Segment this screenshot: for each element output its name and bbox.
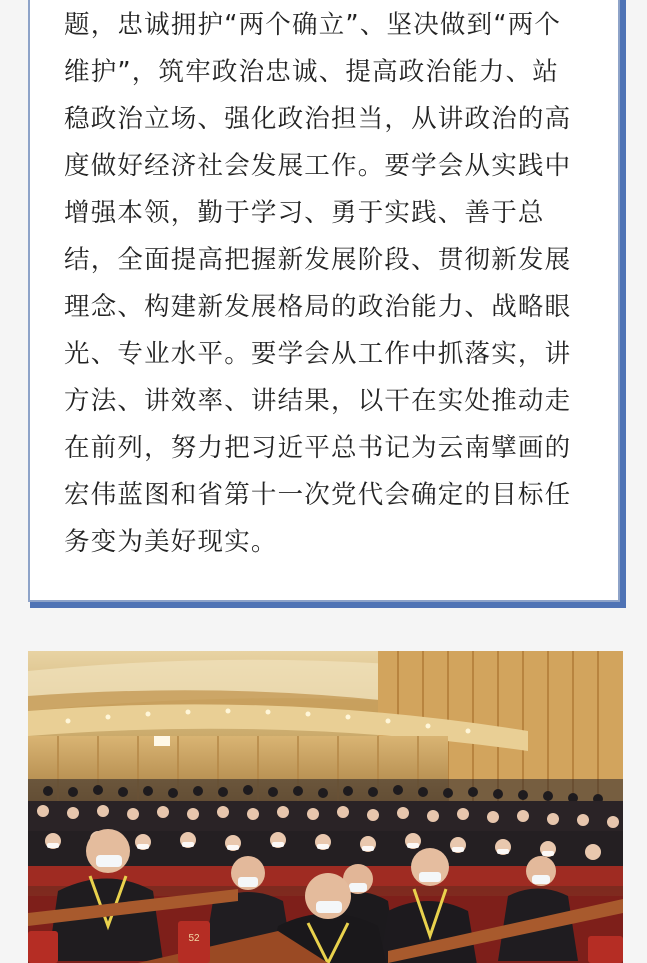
article-line: 光、专业水平。要学会从工作中抓落实，讲 — [64, 339, 572, 369]
article-line: 度做好经济社会发展工作。要学会从实践中 — [64, 151, 572, 181]
article-line: 在前列，努力把习近平总书记为云南擘画的 — [64, 433, 572, 463]
article-line: 题，忠诚拥护“两个确立”、坚决做到“两个 — [64, 10, 562, 40]
article-line: 宏伟蓝图和省第十一次党代会确定的目标任 — [64, 480, 572, 510]
article-line: 务变为美好现实。 — [64, 527, 278, 557]
article-line: 理念、构建新发展格局的政治能力、战略眼 — [64, 292, 572, 322]
seat-number-label: 52 — [188, 933, 200, 944]
article-text-card — [28, 0, 620, 602]
article-paragraph — [64, 2, 588, 566]
article-line: 增强本领，勤于学习、勇于实践、善于总 — [64, 198, 545, 228]
meeting-hall-illustration — [28, 651, 623, 963]
article-line: 维护”，筑牢政治忠诚、提高政治能力、站 — [64, 57, 560, 87]
article-line: 结，全面提高把握新发展阶段、贯彻新发展 — [64, 245, 572, 275]
article-line: 稳政治立场、强化政治担当，从讲政治的高 — [64, 104, 572, 134]
card-shadow-bottom — [30, 602, 626, 608]
article-line: 方法、讲效率、讲结果，以干在实处推动走 — [64, 386, 572, 416]
card-shadow-right — [620, 0, 626, 608]
meeting-hall-photo[interactable] — [28, 651, 623, 963]
